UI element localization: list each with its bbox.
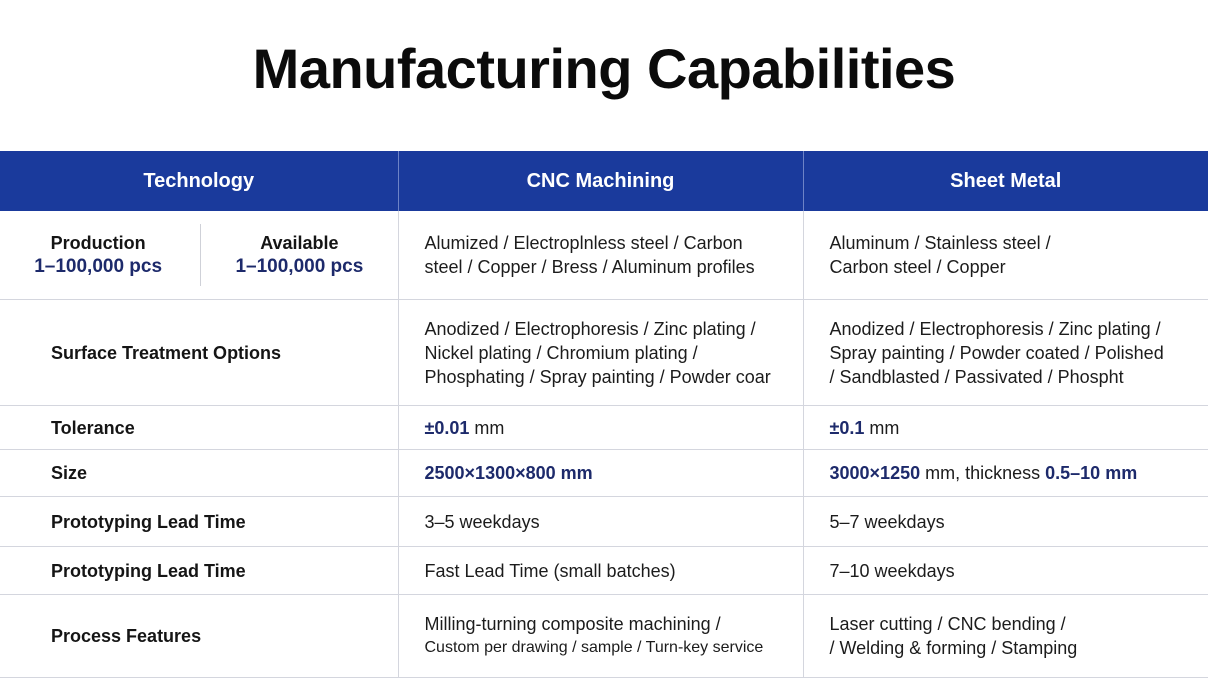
production-value: 1–100,000 pcs [34,256,163,277]
cnc-materials-cell [398,211,803,300]
table-row-size [0,450,1208,497]
cnc-size-cell [398,450,803,497]
sheet-process-cell [803,595,1208,678]
table-row-tolerance [0,406,1208,450]
prototyping-lead-time-label: Prototyping Lead Time [0,497,398,547]
cnc-tolerance-cell [398,406,803,450]
sheet-process-line-1: Laser cutting / CNC bending / [829,614,1066,634]
sheet-materials-line-1: Aluminum / Stainless steel / [829,233,1051,253]
sheet-surface-line-2: Spray painting / Powder coated / Polished [829,342,1164,363]
cnc-process-cell [398,595,803,678]
sheet-surface-cell [803,300,1208,406]
cnc-process-line-1: Milling-turning composite machining / [424,614,721,634]
table-header-row [0,151,1208,211]
sheet-prototyping-lead-time: 5–7 weekdays [803,497,1208,547]
cnc-tolerance-value: ±0.01 [424,417,470,438]
table-row-process-features [0,595,1208,678]
process-features-label: Process Features [0,595,398,678]
cnc-lead-time: Fast Lead Time (small batches) [398,547,803,595]
sheet-materials-cell [803,211,1208,300]
sheet-process-line-2: / Welding & forming / Stamping [829,638,1078,658]
sheet-materials-line-2: Carbon steel / Copper [829,257,1006,277]
table-row-surface-treatment [0,300,1208,406]
header-cnc-machining: CNC Machining [398,151,803,211]
size-label: Size [0,450,398,497]
available-block [201,224,397,286]
table-row-prototyping-lead-time-2 [0,547,1208,595]
sheet-size-value: 3000×1250 [829,463,921,483]
cnc-surface-cell [398,300,803,406]
capabilities-table [0,151,1208,678]
page-title: Manufacturing Capabilities [252,37,956,100]
sheet-surface-line-3: / Sandblasted / Passivated / Phospht [829,366,1124,387]
production-label: Production [50,233,146,253]
sheet-thickness-value: 0.5–10 mm [1045,463,1138,483]
cnc-size-value: 2500×1300×800 mm [424,463,593,483]
cnc-surface-line-2: Nickel plating / Chromium plating / [424,342,698,363]
table-row-production [0,211,1208,300]
cnc-surface-line-1: Anodized / Electrophoresis / Zinc plating / [424,318,756,339]
surface-treatment-label: Surface Treatment Options [0,300,398,406]
header-technology: Technology [0,151,398,211]
cnc-materials-line-2: steel / Copper / Bress / Aluminum profiles [424,257,755,277]
sheet-tolerance-value: ±0.1 [829,417,865,438]
cnc-surface-line-3: Phosphating / Spray painting / Powder coar [424,366,771,387]
sheet-tolerance-cell [803,406,1208,450]
cnc-process-line-2: Custom per drawing / sample / Turn-key service [424,639,764,656]
prototyping-lead-time-label-2: Prototyping Lead Time [0,547,398,595]
cnc-prototyping-lead-time: 3–5 weekdays [398,497,803,547]
sheet-lead-time: 7–10 weekdays [803,547,1208,595]
available-label: Available [260,233,339,253]
production-cell [0,211,398,300]
production-block [0,224,201,286]
sheet-size-cell [803,450,1208,497]
sheet-tolerance-unit: mm [864,417,900,438]
table-row-prototyping-lead-time [0,497,1208,547]
sheet-surface-line-1: Anodized / Electrophoresis / Zinc plating / [829,318,1161,339]
available-value: 1–100,000 pcs [235,256,364,277]
sheet-size-text: mm, thickness [920,463,1046,483]
cnc-materials-line-1: Alumized / Electroplnless steel / Carbon [424,233,743,253]
tolerance-label: Tolerance [0,406,398,450]
cnc-tolerance-unit: mm [469,417,505,438]
header-sheet-metal: Sheet Metal [803,151,1208,211]
